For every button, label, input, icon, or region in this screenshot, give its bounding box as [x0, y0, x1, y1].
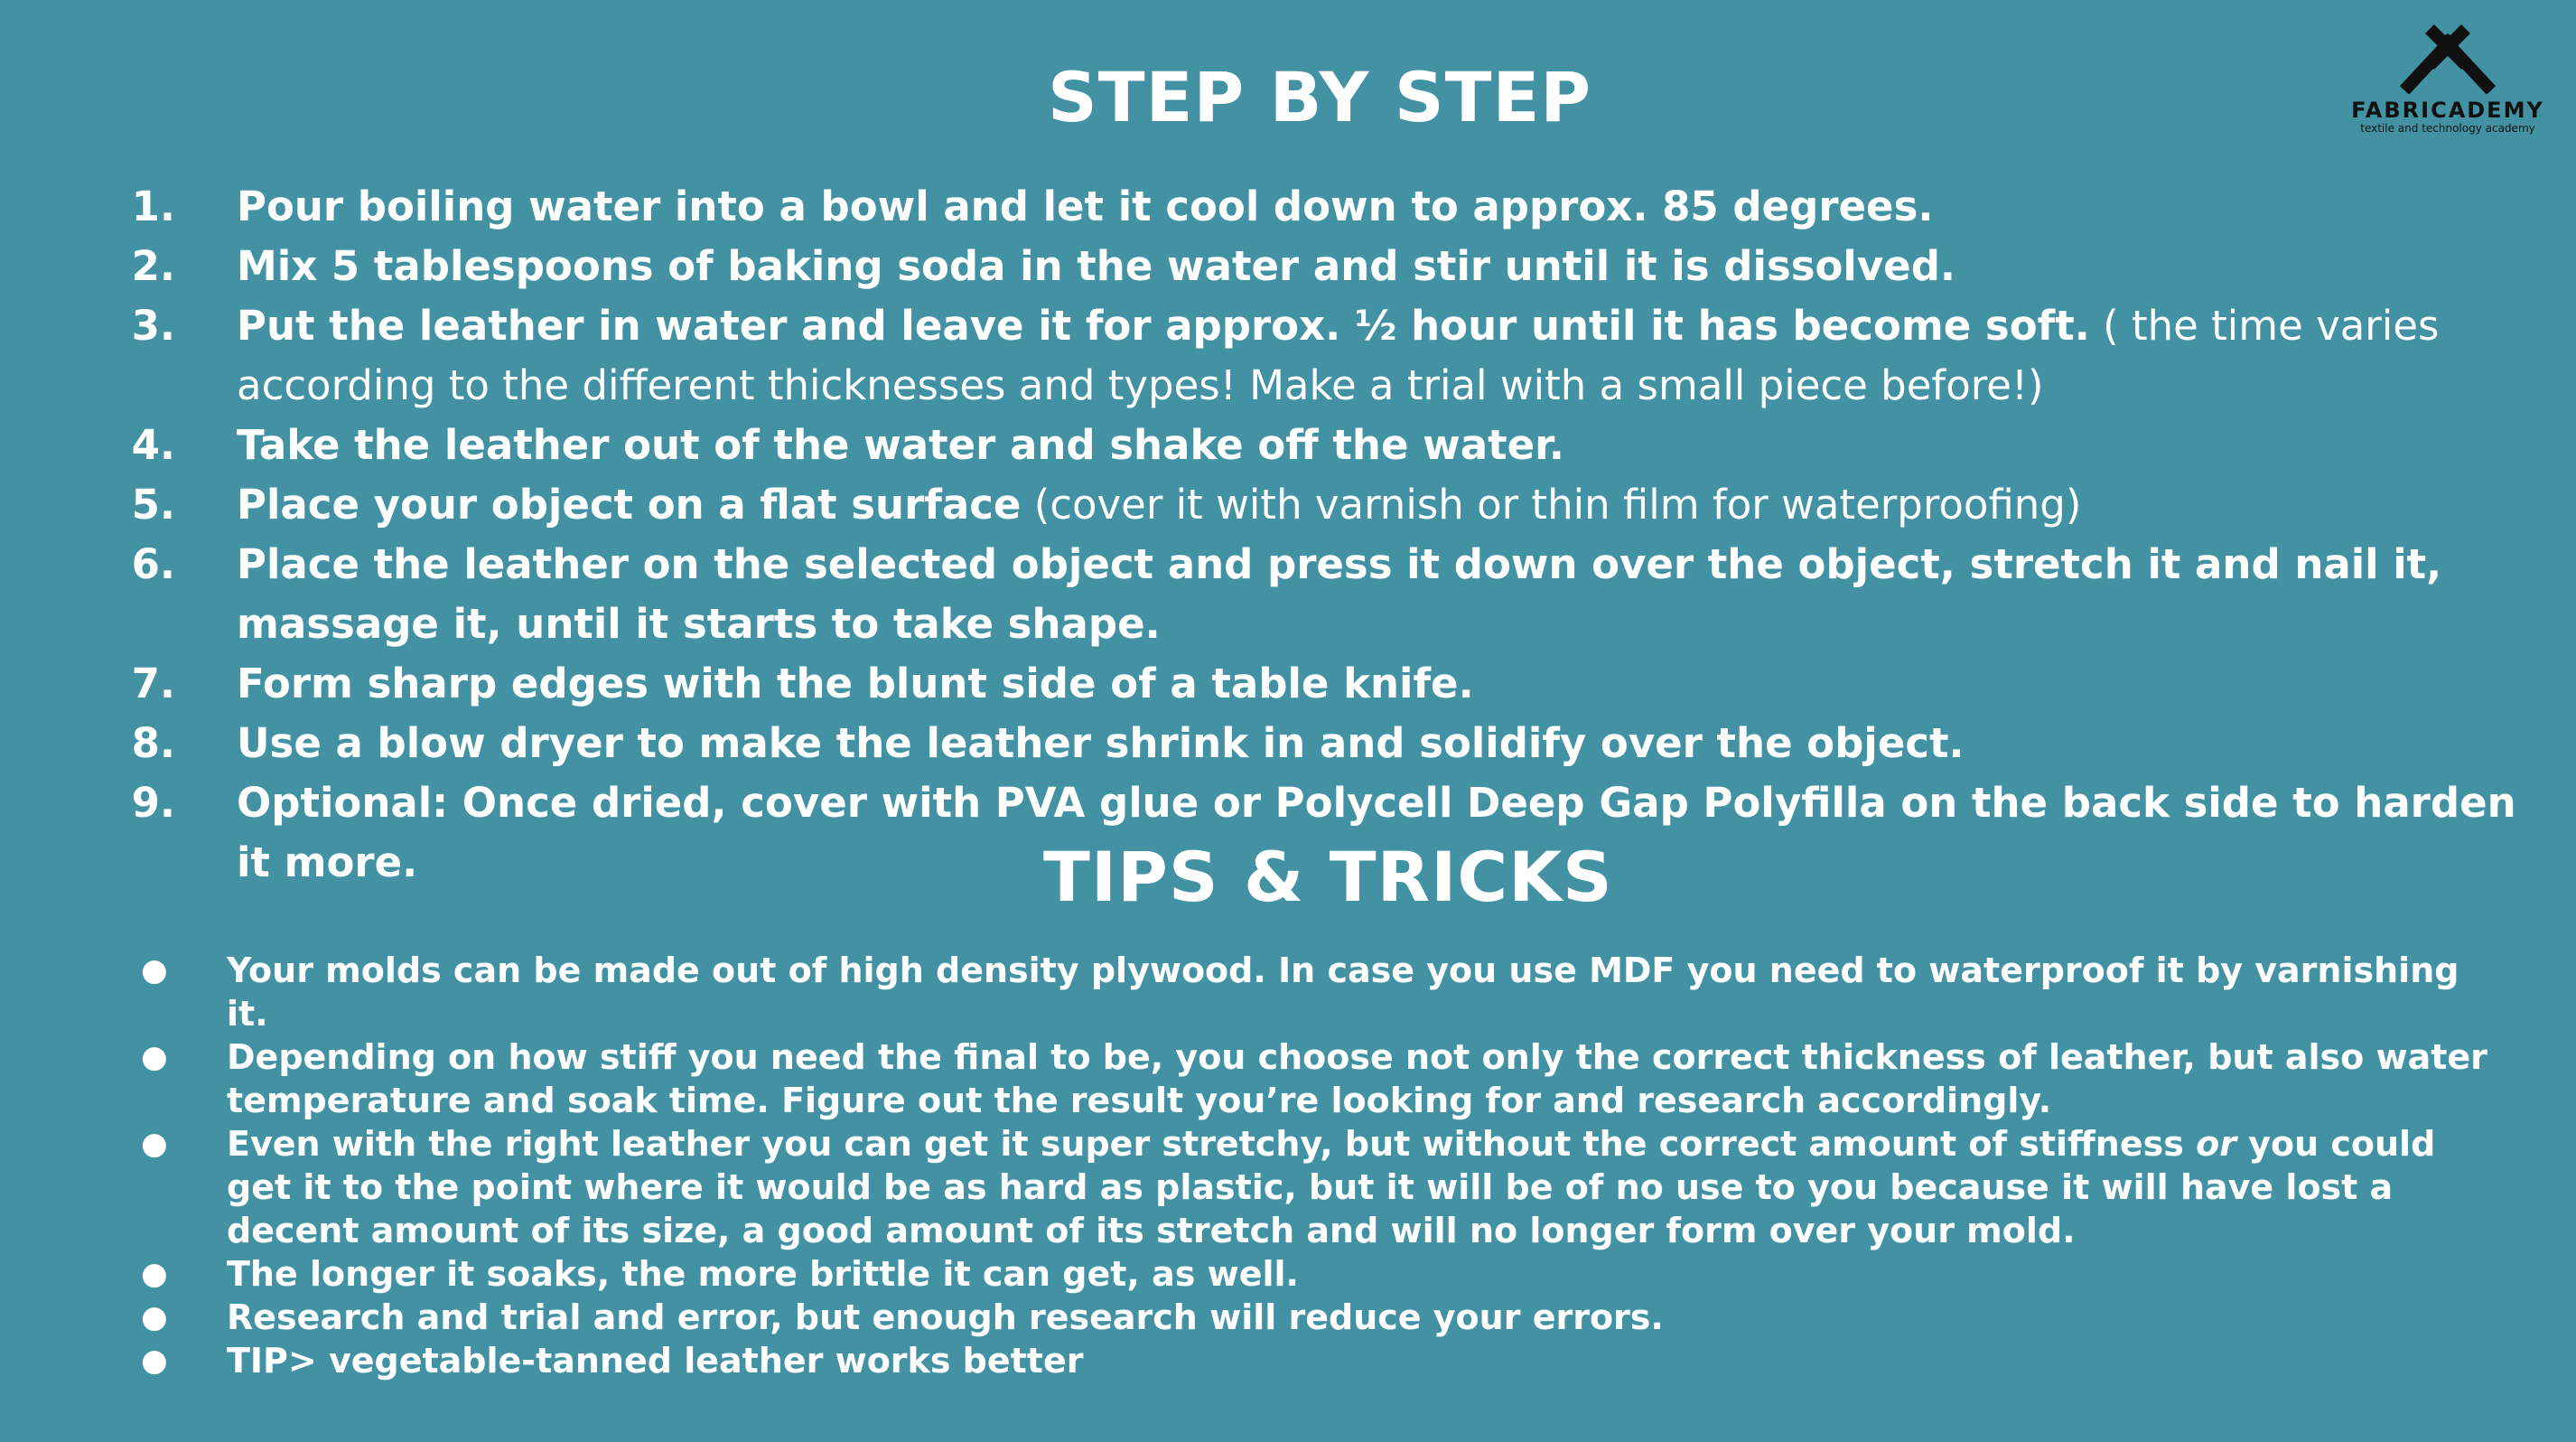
step-item	[0, 475, 2520, 535]
step-text: Take the leather out of the water and shake off the water.	[237, 421, 1564, 469]
bullet-icon: ●	[141, 1039, 168, 1075]
step-text: Mix 5 tablespoons of baking soda in the water and stir until it is dissolved.	[237, 242, 1956, 290]
step-item	[0, 296, 2520, 416]
step-item	[0, 654, 2520, 714]
step-number: 5.	[131, 481, 175, 529]
step-item	[0, 177, 2520, 237]
tip-text: The longer it soaks, the more brittle it can get, as well.	[227, 1254, 1299, 1294]
tips-list	[0, 949, 2493, 1382]
tip-item	[0, 949, 2493, 1035]
tip-item	[0, 1035, 2493, 1122]
step-text: Place the leather on the selected object and press it down over the object, stretch it and nail it, massage it, until it starts to take shape.	[237, 540, 2442, 648]
tip-text: TIP> vegetable-tanned leather works better	[227, 1341, 1084, 1381]
tip-emphasis: or	[2196, 1124, 2236, 1164]
step-item	[0, 714, 2520, 773]
step-number: 4.	[131, 421, 175, 469]
fabricademy-logo-icon	[2394, 20, 2502, 94]
step-note: ( the time varies according to the different thicknesses and types! Make a trial with a small piece before!)	[237, 302, 2440, 409]
tip-text: Research and trial and error, but enough research will reduce your errors.	[227, 1297, 1664, 1337]
tip-item	[0, 1252, 2493, 1296]
step-note: (cover it with varnish or thin film for waterproofing)	[1021, 481, 2082, 529]
tips-title: TIPS & TRICKS	[1043, 837, 1613, 917]
tip-text: Your molds can be made out of high density plywood. In case you use MDF you need to waterproof it by varnishing it.	[227, 950, 2459, 1034]
step-number: 8.	[131, 719, 175, 767]
logo-subtitle: textile and technology academy	[2360, 122, 2535, 135]
bullet-icon: ●	[141, 952, 168, 988]
tip-text: Depending on how stiff you need the final to be, you choose not only the correct thickness of leather, but also water temperature and soak time. Figure out the result you’re looking for and research accordingly.	[227, 1037, 2487, 1120]
step-text: Pour boiling water into a bowl and let it cool down to approx. 85 degrees.	[237, 183, 1934, 230]
bullet-icon: ●	[141, 1343, 168, 1379]
tip-item	[0, 1122, 2493, 1252]
tip-text: you could get it to the point where it would be as hard as plastic, but it will be of no use to you because it will have lost a decent amount of its size, a good amount of its stretch and will no longer form over your mold.	[227, 1124, 2436, 1250]
tip-item	[0, 1339, 2493, 1382]
step-number: 7.	[131, 660, 175, 707]
step-text: Form sharp edges with the blunt side of a table knife.	[237, 660, 1474, 707]
step-number: 9.	[131, 779, 175, 827]
steps-list	[0, 177, 2520, 893]
step-item	[0, 535, 2520, 654]
step-number: 6.	[131, 540, 175, 588]
step-number: 2.	[131, 242, 175, 290]
bullet-icon: ●	[141, 1299, 168, 1335]
steps-title: STEP BY STEP	[1048, 57, 1592, 137]
step-item	[0, 416, 2520, 475]
step-text: Use a blow dryer to make the leather shrink in and solidify over the object.	[237, 719, 1965, 767]
logo-name: FABRICADEMY	[2351, 98, 2544, 123]
tip-text: Even with the right leather you can get it super stretchy, but without the correct amount of stiffness	[227, 1124, 2197, 1164]
bullet-icon: ●	[141, 1126, 168, 1162]
step-number: 3.	[131, 302, 175, 350]
tip-item	[0, 1296, 2493, 1339]
logo	[2347, 20, 2549, 134]
step-number: 1.	[131, 183, 175, 230]
step-text: Put the leather in water and leave it for approx. ½ hour until it has become soft.	[237, 302, 2090, 350]
step-text: Place your object on a flat surface	[237, 481, 1022, 529]
step-text: Optional: Once dried, cover with PVA glue or Polycell Deep Gap Polyfilla on the back side to harden it more.	[237, 779, 2516, 886]
step-item	[0, 237, 2520, 296]
bullet-icon: ●	[141, 1256, 168, 1292]
